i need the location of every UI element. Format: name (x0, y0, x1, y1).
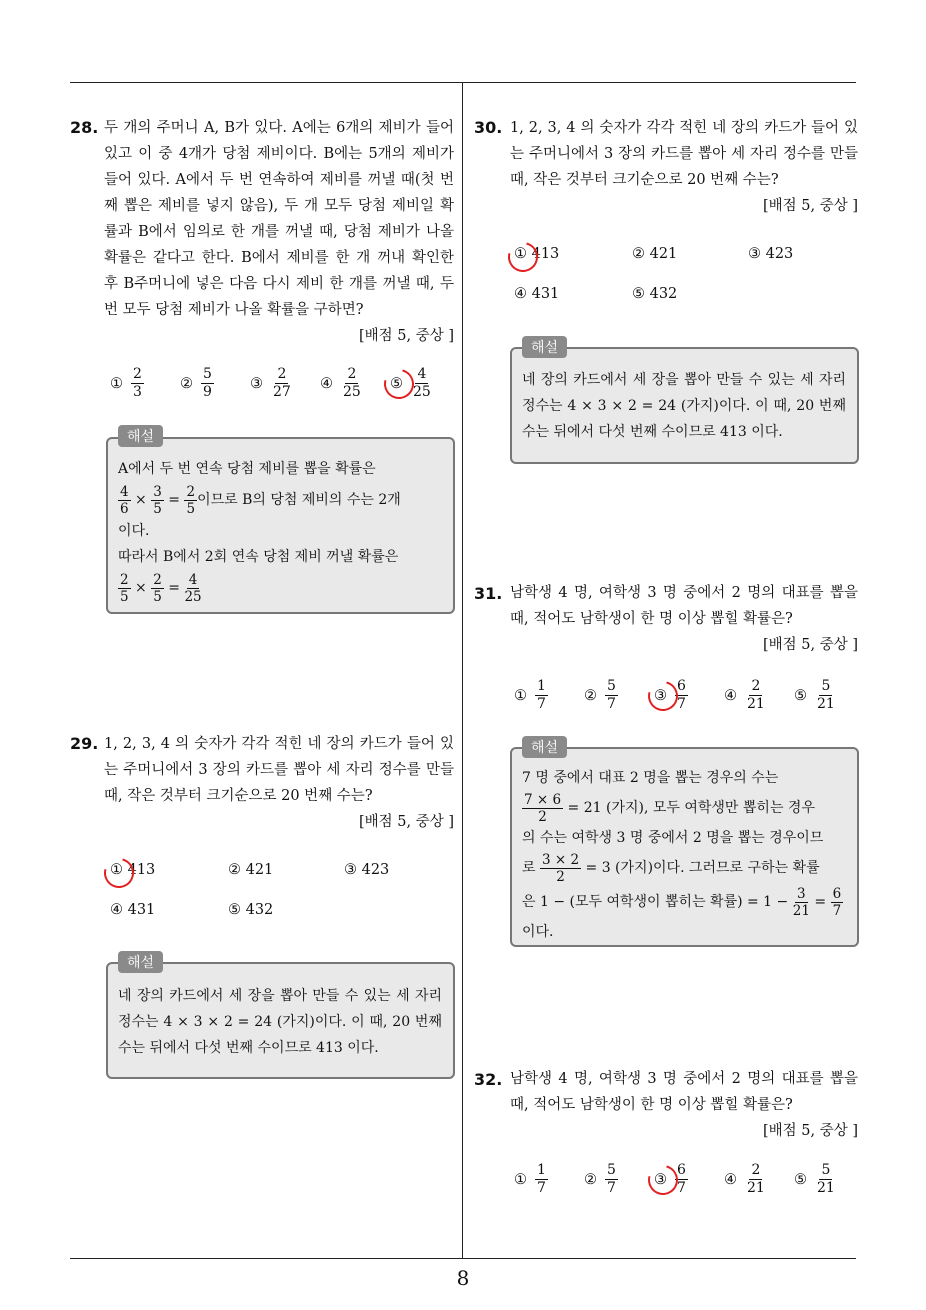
option-3[interactable]: ③ $\frac{6}{7}$ (654, 1162, 686, 1196)
option-1[interactable]: ① 413 (110, 862, 156, 878)
explanation-line: A에서 두 번 연속 당첨 제비를 뽑을 확률은 (118, 461, 376, 477)
option-2[interactable]: ② $\frac{5}{7}$ (584, 1162, 616, 1196)
question-31 (510, 580, 858, 658)
option-3[interactable]: ③ 423 (344, 862, 390, 878)
question-number-31: 31. (474, 584, 503, 603)
column-divider (462, 83, 463, 1258)
explanation-tag: 해설 (118, 951, 163, 973)
question-number-28: 28. (70, 118, 99, 137)
question-number-29: 29. (70, 734, 99, 753)
fraction: $\frac{2}{27}$ (273, 366, 291, 400)
question-29-text: 1, 2, 3, 4 의 숫자가 각각 적힌 네 장의 카드가 들어 있는 주머니에서 3 장의 카드를 뽑아 세 자리 정수를 만들 때, 작은 것부터 크기순으로 20 번째 수는? (104, 736, 454, 804)
question-32 (510, 1066, 858, 1144)
explanation-tag: 해설 (118, 425, 163, 447)
option-1[interactable] (110, 366, 144, 401)
question-31-text: 남학생 4 명, 여학생 3 명 중에서 2 명의 대표를 뽑을 때, 적어도 남학생이 한 명 이상 뽑힐 확률은? (510, 585, 858, 627)
question-29-options (110, 862, 450, 922)
explanation-line: 이다. (118, 523, 150, 539)
fraction: $\frac{2}{25}$ (343, 366, 361, 400)
option-mark: ⑤ (390, 375, 403, 392)
option-4[interactable]: ④ $\frac{2}{21}$ (724, 678, 765, 712)
fraction: $\frac{4}{25}$ (413, 366, 431, 400)
explanation-29: 네 장의 카드에서 세 장을 뽑아 만들 수 있는 세 자리 정수는 4 × 3 × 2 = 24 (가지)이다. 이 때, 20 번째 수는 뒤에서 다섯 번째 수이므로 413 이다. (118, 988, 442, 1056)
question-32-text: 남학생 4 명, 여학생 3 명 중에서 2 명의 대표를 뽑을 때, 적어도 남학생이 한 명 이상 뽑힐 확률은? (510, 1071, 858, 1113)
option-2[interactable] (180, 366, 214, 401)
question-30-text: 1, 2, 3, 4 의 숫자가 각각 적힌 네 장의 카드가 들어 있는 주머니에서 3 장의 카드를 뽑아 세 자리 정수를 만들 때, 작은 것부터 크기순으로 20 번째 수는? (510, 120, 858, 188)
explanation-30: 네 장의 카드에서 세 장을 뽑아 만들 수 있는 세 자리 정수는 4 × 3 × 2 = 24 (가지)이다. 이 때, 20 번째 수는 뒤에서 다섯 번째 수이므로 413 이다. (522, 372, 846, 440)
option-3[interactable]: ③ 423 (748, 246, 794, 262)
top-rule (70, 82, 856, 83)
question-number-30: 30. (474, 118, 503, 137)
option-2[interactable]: ② 421 (632, 246, 678, 262)
option-5[interactable]: ⑤ 432 (228, 902, 274, 918)
explanation-line: $\frac{4}{6}$ × $\frac{3}{5}$ = $\frac{2}{5}$ 이므로 B의 당첨 제비의 수는 2개 (120, 483, 401, 517)
option-2[interactable]: ② 421 (228, 862, 274, 878)
explanation-line: 7 명 중에서 대표 2 명을 뽑는 경우의 수는 (522, 770, 779, 786)
question-32-options (514, 1162, 854, 1202)
option-5[interactable]: ⑤ $\frac{5}{21}$ (794, 678, 835, 712)
explanation-line: $\frac{7 \times 6}{2}$ = 21 (가지), 모두 여학생만 뽑히는 경우 (524, 791, 815, 825)
option-3[interactable]: ③ $\frac{6}{7}$ (654, 678, 686, 712)
explanation-line: 은 1 − (모두 여학생이 뽑히는 확률) = 1 − $\frac{3}{21}$ = $\frac{6}{7}$ (522, 885, 842, 919)
question-28 (104, 115, 454, 349)
question-29 (104, 731, 454, 835)
question-30-options (514, 246, 854, 306)
option-1[interactable]: ① $\frac{1}{7}$ (514, 678, 546, 712)
question-28-text: 두 개의 주머니 A, B가 있다. A에는 6개의 제비가 들어 있고 이 중 4개가 당첨 제비이다. B에는 5개의 제비가 들어 있다. A에서 두 번 연속하여 제비를 꺼낼 때(첫 번째 뽑은 제비를 넣지 않음), 두 개 모두 당첨 제비일 확률과 B에서 임의로 한 개를 꺼낼 때, 당첨 제비가 나올 확률은 같다고 한다. B에서 제비를 한 개 꺼내 확인한 후 B주머니에 넣은 다음 다시 제비 한 개를 꺼낼 때, 두 번 모두 당첨 제비가 나올 확률을 구하면? (104, 120, 454, 318)
option-mark: ① (110, 375, 123, 392)
option-mark: ② (180, 375, 193, 392)
question-number-32: 32. (474, 1070, 503, 1089)
explanation-tag: 해설 (522, 736, 567, 758)
option-1[interactable]: ① $\frac{1}{7}$ (514, 1162, 546, 1196)
question-32-score: [배점 5, 중상 ] (762, 1123, 858, 1139)
explanation-line: $\frac{2}{5}$ × $\frac{2}{5}$ = $\frac{4}{25}$ (120, 571, 202, 605)
option-3[interactable] (250, 366, 293, 401)
option-mark: ③ (250, 375, 263, 392)
option-2[interactable]: ② $\frac{5}{7}$ (584, 678, 616, 712)
question-31-options (514, 678, 854, 718)
option-4[interactable]: ④ 431 (110, 902, 156, 918)
explanation-28 (118, 456, 444, 606)
fraction: $\frac{2}{3}$ (133, 366, 142, 400)
explanation-line: 이다. (522, 924, 554, 940)
fraction: $\frac{5}{9}$ (203, 366, 212, 400)
question-30 (510, 115, 858, 219)
option-5[interactable]: ⑤ $\frac{5}{21}$ (794, 1162, 835, 1196)
page-number: 8 (456, 1266, 470, 1290)
explanation-tag: 해설 (522, 336, 567, 358)
explanation-31 (522, 765, 848, 945)
question-30-score: [배점 5, 중상 ] (762, 198, 858, 214)
option-4[interactable]: ④ 431 (514, 286, 560, 302)
explanation-line: 따라서 B에서 2회 연속 당첨 제비 꺼낼 확률은 (118, 549, 399, 565)
option-1[interactable]: ① 413 (514, 246, 560, 262)
option-mark: ④ (320, 375, 333, 392)
option-4[interactable] (320, 366, 363, 401)
question-29-score: [배점 5, 중상 ] (358, 814, 454, 830)
option-4[interactable]: ④ $\frac{2}{21}$ (724, 1162, 765, 1196)
explanation-line: 로 $\frac{3 \times 2}{2}$ = 3 (가지)이다. 그러므로 구하는 확률 (522, 851, 820, 885)
option-5[interactable]: ⑤ 432 (632, 286, 678, 302)
question-31-score: [배점 5, 중상 ] (762, 637, 858, 653)
bottom-rule (70, 1258, 856, 1259)
question-28-score: [배점 5, 중상 ] (358, 328, 454, 344)
explanation-line: 의 수는 여학생 3 명 중에서 2 명을 뽑는 경우이므 (522, 830, 824, 846)
